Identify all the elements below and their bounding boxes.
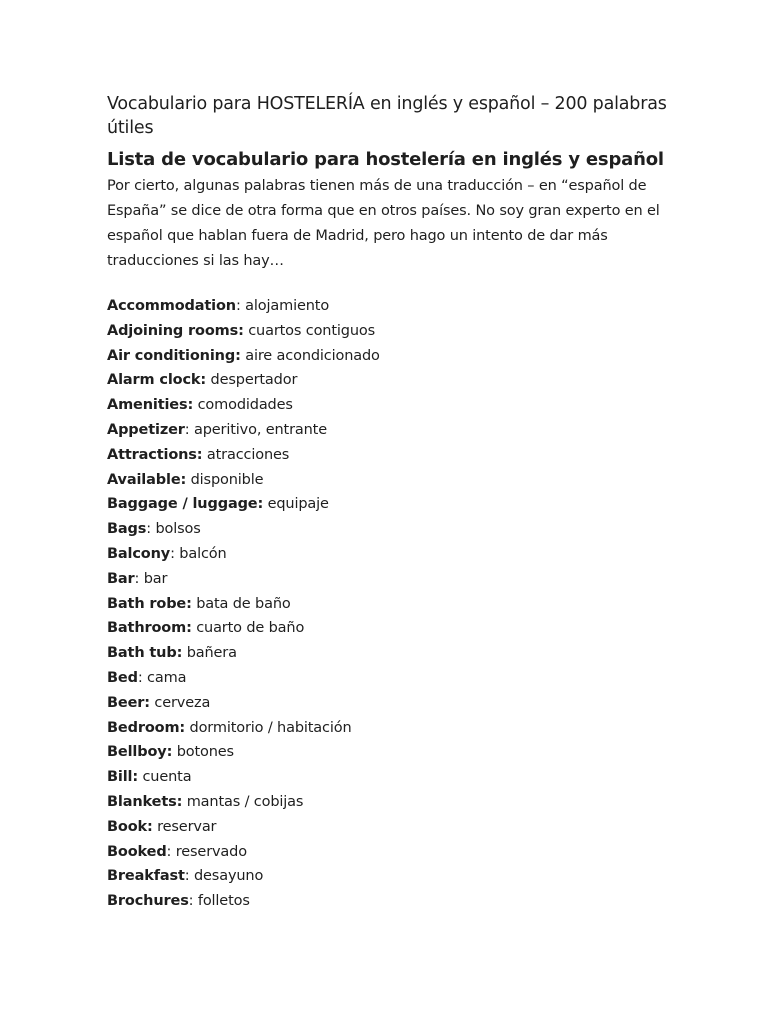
vocab-item: [107, 815, 667, 840]
vocab-item: [107, 567, 667, 592]
vocab-translation: cuartos contiguos: [248, 322, 375, 339]
vocab-term: Breakfast: [107, 868, 185, 885]
intro-paragraph: Por cierto, algunas palabras tienen más de una traducción – en “español de España” se dice de otra forma que en otros países. No soy gran experto en el español que hablan fuera de Madrid, pero hago un intento de dar más traducciones si las hay…: [107, 178, 660, 269]
vocabulary-list: [107, 294, 667, 914]
vocab-translation: aperitivo, entrante: [194, 421, 327, 438]
vocab-term: Bellboy:: [107, 744, 173, 761]
vocab-translation: despertador: [210, 372, 298, 389]
vocab-item: [107, 889, 667, 914]
vocab-separator: :: [235, 298, 246, 314]
vocab-item: [107, 319, 667, 344]
vocab-term: Bath robe:: [107, 595, 192, 612]
vocab-item: [107, 418, 667, 443]
vocab-term: Bed: [107, 669, 138, 686]
vocab-item: [107, 592, 667, 617]
vocab-translation: folletos: [197, 893, 250, 910]
vocab-term: Attractions:: [107, 446, 203, 463]
vocab-translation: alojamiento: [245, 298, 330, 314]
vocab-translation: balcón: [179, 545, 227, 562]
vocab-term: Booked: [107, 843, 167, 860]
vocab-item: [107, 765, 667, 790]
document-page: [107, 92, 667, 914]
vocab-term: Available:: [107, 471, 187, 488]
vocab-separator: :: [170, 545, 180, 562]
vocab-translation: dormitorio / habitación: [189, 719, 352, 736]
vocab-translation: mantas / cobijas: [186, 793, 304, 810]
vocab-term: Appetizer: [107, 421, 185, 438]
vocab-term: Balcony: [107, 545, 171, 562]
vocab-term: Blankets:: [107, 793, 183, 810]
vocab-item: [107, 542, 667, 567]
vocab-item: [107, 492, 667, 517]
vocab-term: Bill:: [107, 769, 139, 786]
vocab-translation: cerveza: [154, 694, 211, 711]
vocab-separator: :: [188, 893, 198, 910]
vocab-separator: :: [184, 421, 194, 438]
vocab-translation: bañera: [186, 645, 237, 662]
vocab-translation: desayuno: [193, 868, 264, 885]
vocab-term: Accommodation: [107, 298, 236, 314]
vocab-translation: bar: [143, 570, 168, 587]
section-heading: Lista de vocabulario para hostelería en inglés y español: [107, 149, 664, 170]
vocab-separator: :: [184, 868, 194, 885]
vocab-item: [107, 344, 667, 369]
vocab-term: Bathroom:: [107, 620, 192, 637]
vocab-translation: reservado: [175, 843, 247, 860]
vocab-translation: disponible: [190, 471, 264, 488]
vocab-term: Bags: [107, 521, 147, 538]
document-title: Vocabulario para HOSTELERÍA en inglés y español – 200 palabras útiles: [107, 94, 667, 138]
vocab-translation: bata de baño: [196, 595, 291, 612]
vocab-term: Air conditioning:: [107, 347, 241, 364]
vocab-separator: :: [137, 669, 148, 686]
vocab-item: [107, 864, 667, 889]
vocab-item: [107, 641, 667, 666]
vocab-translation: cuenta: [142, 769, 192, 786]
vocab-term: Adjoining rooms:: [107, 322, 244, 339]
vocab-item: [107, 666, 667, 691]
vocab-item: [107, 517, 667, 542]
vocab-term: Beer:: [107, 694, 150, 711]
vocab-translation: atracciones: [206, 446, 290, 463]
vocab-separator: :: [134, 570, 144, 587]
vocab-item: [107, 790, 667, 815]
vocab-translation: cuarto de baño: [196, 620, 305, 637]
vocab-term: Brochures: [107, 893, 189, 910]
vocab-term: Alarm clock:: [107, 372, 207, 389]
vocab-item: [107, 294, 667, 319]
vocab-translation: equipaje: [267, 496, 329, 513]
vocab-term: Amenities:: [107, 397, 194, 414]
vocab-term: Book:: [107, 818, 153, 835]
vocab-item: [107, 616, 667, 641]
vocab-item: [107, 740, 667, 765]
vocab-translation: comodidades: [197, 397, 293, 414]
vocab-item: [107, 716, 667, 741]
vocab-term: Baggage / luggage:: [107, 496, 264, 513]
vocab-separator: :: [146, 521, 156, 538]
vocab-translation: botones: [176, 744, 234, 761]
vocab-term: Bar: [107, 570, 135, 587]
vocab-item: [107, 368, 667, 393]
vocab-item: [107, 840, 667, 865]
vocab-translation: aire acondicionado: [245, 347, 380, 364]
vocab-item: [107, 393, 667, 418]
vocab-item: [107, 468, 667, 493]
vocab-separator: :: [166, 843, 176, 860]
vocab-translation: cama: [147, 669, 187, 686]
vocab-term: Bath tub:: [107, 645, 183, 662]
vocab-translation: reservar: [157, 818, 217, 835]
vocab-translation: bolsos: [155, 521, 201, 538]
vocab-term: Bedroom:: [107, 719, 186, 736]
vocab-item: [107, 691, 667, 716]
vocab-item: [107, 443, 667, 468]
